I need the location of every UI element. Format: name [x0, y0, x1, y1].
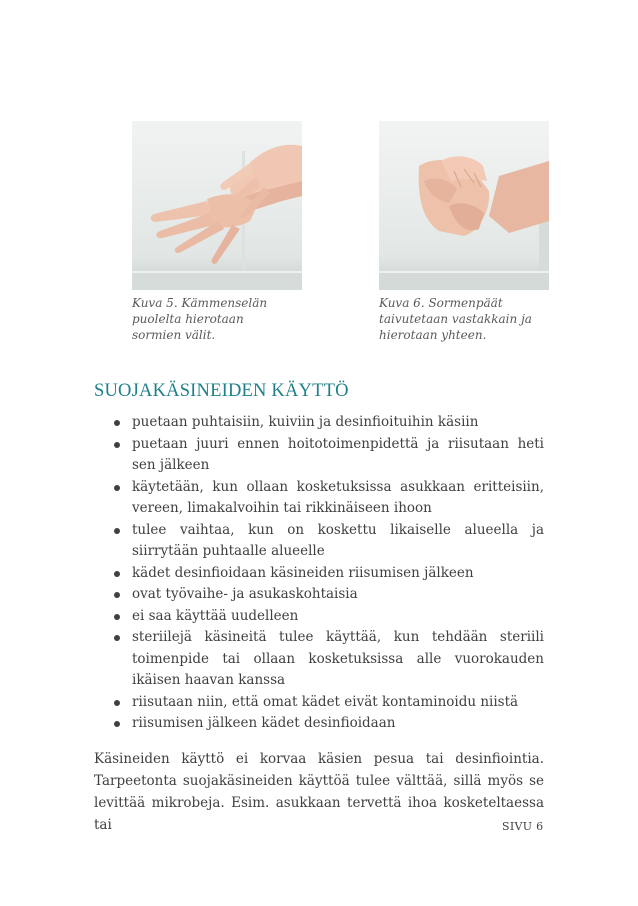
list-item-text: ei saa käyttää uudelleen — [132, 607, 299, 624]
bullet-icon — [114, 442, 120, 448]
fingertips-photo-illustration — [379, 121, 549, 290]
list-item — [94, 434, 544, 477]
list-item-text: ovat työvaihe- ja asukaskohtaisia — [132, 586, 358, 602]
bullet-icon — [114, 635, 120, 641]
list-item-text: kädet desinfioidaan käsineiden riisumisen jälkeen — [132, 564, 474, 581]
list-item-text: steriilejä käsineitä tulee käyttää, kun tehdään steriili toimenpide tai ollaan kosketuksissa alle vuorokauden ikäisen haavan kanssa — [132, 629, 544, 688]
list-item — [94, 584, 544, 606]
list-item — [94, 606, 544, 628]
bullet-icon — [114, 614, 120, 620]
bullet-icon — [114, 528, 120, 534]
list-item — [94, 692, 544, 714]
bullet-icon — [114, 420, 120, 426]
list-item — [94, 627, 544, 692]
list-item-text: riisumisen jälkeen kädet desinfioidaan — [132, 715, 396, 731]
page-number: SIVU 6 — [502, 820, 544, 833]
section-heading: SUOJAKÄSINEIDEN KÄYTTÖ — [94, 381, 349, 401]
figure-6-caption: Kuva 6. Sormenpäät taivutetaan vastakkain ja hierotaan yhteen. — [379, 296, 532, 342]
bullet-icon — [114, 571, 120, 577]
list-item-text: tulee vaihtaa, kun on koskettu likaiselle alueella ja siirrytään puhtaalle alueelle — [132, 521, 544, 559]
list-item-text: puetaan puhtaisiin, kuiviin ja desinfioituihin käsiin — [132, 414, 479, 430]
list-item — [94, 713, 544, 735]
hands-rubbing-finger-gaps-photo — [132, 121, 302, 290]
list-item-text: riisutaan niin, että omat kädet eivät kontaminoidu niistä — [132, 693, 519, 710]
glove-usage-list — [94, 412, 544, 735]
list-item-text: käytetään, kun ollaan kosketuksissa asukkaan eritteisiin, vereen, limakalvoihin tai rikkinäiseen ihoon — [132, 478, 544, 516]
list-item-text: puetaan juuri ennen hoitotoimenpidettä ja riisutaan heti sen jälkeen — [132, 435, 544, 473]
list-item — [94, 477, 544, 520]
fingertips-interlocked-photo — [379, 121, 549, 290]
body-paragraph: Käsineiden käyttö ei korvaa käsien pesua tai desinfiointia. Tarpeetonta suojakäsineiden käyttöä tulee välttää, sillä myös se levittää mikrobeja. Esim. asukkaan tervettä ihoa kosketeltaessa tai — [94, 751, 544, 833]
bullet-icon — [114, 485, 120, 491]
list-item — [94, 563, 544, 585]
list-item — [94, 520, 544, 563]
list-item — [94, 412, 544, 434]
hands-photo-illustration — [132, 121, 302, 290]
bullet-icon — [114, 592, 120, 598]
bullet-icon — [114, 721, 120, 727]
bullet-icon — [114, 700, 120, 706]
figure-5-caption: Kuva 5. Kämmenselän puolelta hierotaan sormien välit. — [132, 296, 268, 342]
